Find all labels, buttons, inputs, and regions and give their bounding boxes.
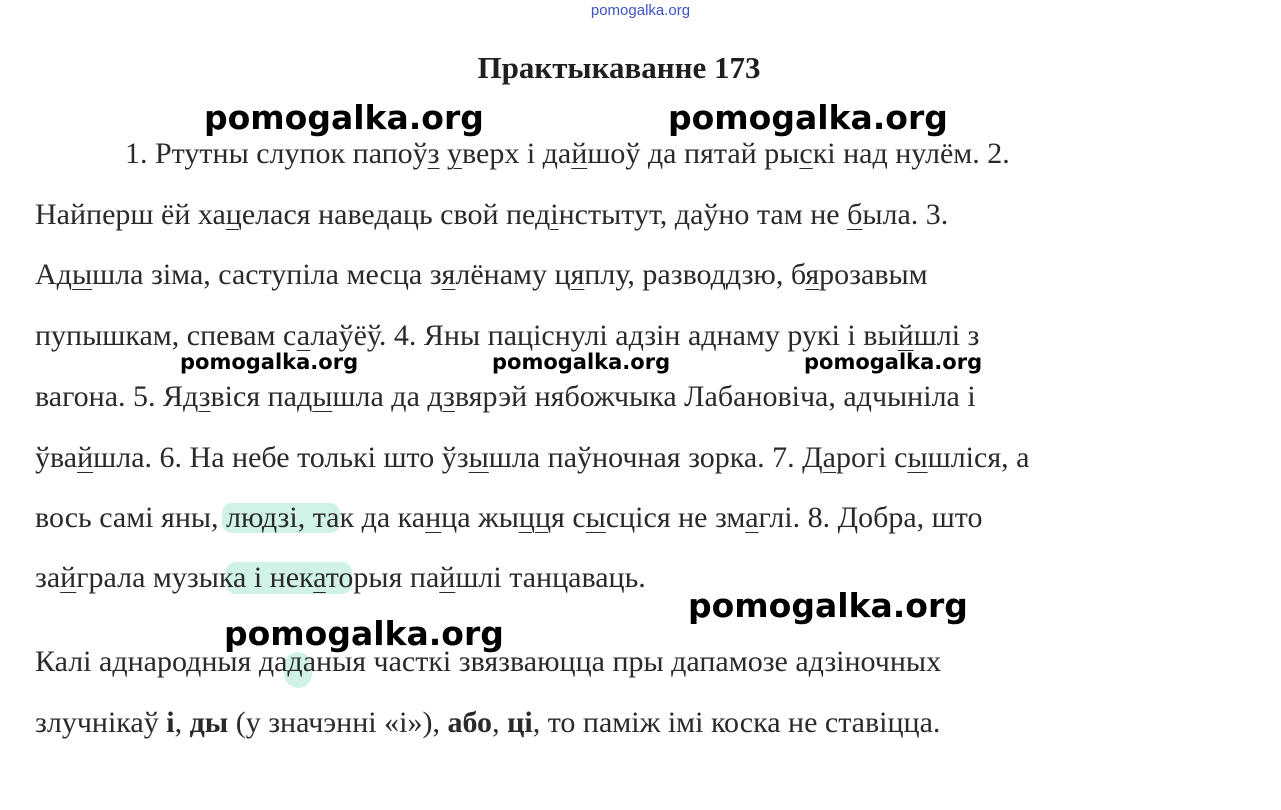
text-run: вярэй нябожчыка Лабановіча, а: [454, 380, 857, 413]
rule-line: [35, 644, 941, 680]
text-run: верх і да: [462, 137, 572, 170]
underlined-letter: й: [60, 561, 77, 594]
text-run: Ад: [35, 258, 72, 291]
underlined-letter: б: [847, 198, 863, 231]
text-run: плу, разво: [584, 258, 711, 291]
underlined-letter: д: [856, 380, 872, 413]
watermark: pomogalka.org: [224, 614, 504, 653]
text-run: шлі з: [913, 319, 980, 352]
text-run: Калі аднародныя даданыя часткі звязваюцца пры дапамозе адзіночных: [35, 645, 942, 678]
exercise-line: [35, 440, 1029, 476]
watermark: pomogalka.org: [668, 98, 948, 137]
text-run: лаўёў. 4. Яны пацiснулi адзін аднаму рукi і вы: [310, 319, 898, 352]
underlined-letter: а: [745, 501, 759, 534]
rule-line: [35, 705, 940, 741]
text-run: пупышкам, спевам с: [35, 319, 297, 352]
text-run: нстытут, даўно там не: [558, 198, 848, 231]
text-run: віся пад: [210, 380, 313, 413]
text-run: шла паўночная зорка. 7. Д: [488, 441, 823, 474]
exercise-line: [35, 197, 948, 233]
underlined-letter: а: [822, 441, 836, 474]
text-run: за: [35, 561, 61, 594]
text-run: шла да: [332, 380, 428, 413]
exercise-line: [35, 379, 976, 415]
exercise-line: [35, 257, 928, 293]
bold-conjunction: ды: [189, 706, 229, 739]
underlined-letter: й: [439, 561, 456, 594]
underlined-letter: з: [427, 137, 440, 170]
text-run: шла. 6. На небе толькі што ўз: [93, 441, 469, 474]
text-run: зю, б: [741, 258, 806, 291]
exercise-line: [35, 560, 646, 596]
underlined-letter: й: [77, 441, 94, 474]
underlined-letter: у: [447, 137, 463, 170]
text-run: [440, 137, 448, 170]
watermark: pomogalka.org: [492, 350, 671, 374]
text-run: рогі с: [835, 441, 908, 474]
exercise-line: [35, 500, 983, 536]
text-run: вось самі яны, людзі, так да ка: [35, 501, 426, 534]
text-run: чыніла і: [871, 380, 976, 413]
underlined-letter: ы: [71, 258, 93, 291]
underlined-letter: ы: [468, 441, 489, 474]
text-run: вагона. 5. Я: [35, 380, 184, 413]
text-run: ,: [174, 706, 190, 739]
underlined-letter: а: [313, 561, 326, 594]
text-run: ца жы: [441, 501, 519, 534]
underlined-letter: й: [897, 319, 914, 352]
text-run: лёнаму ц: [455, 258, 571, 291]
page-title: Практыкаванне 173: [477, 50, 761, 85]
watermark: pomogalka.org: [180, 350, 359, 374]
underlined-letter: ы: [585, 501, 606, 534]
site-link[interactable]: pomogalka.org: [590, 2, 691, 19]
bold-conjunction: або: [447, 706, 493, 739]
text-run: глі. 8. Добра, што: [758, 501, 983, 534]
underlined-letter: дз: [427, 380, 455, 413]
watermark: pomogalka.org: [688, 586, 968, 625]
text-run: шла зіма, саступіла месца з: [92, 258, 442, 291]
underlined-letter: я: [441, 258, 456, 291]
underlined-letter: ц: [225, 198, 242, 231]
underlined-letter: ы: [907, 441, 928, 474]
watermark: pomogalka.org: [804, 350, 983, 374]
bold-conjunction: і: [166, 706, 175, 739]
text-run: , то паміж імі коска не ставіцца.: [532, 706, 941, 739]
text-run: елася наведаць свой пед: [241, 198, 551, 231]
underlined-letter: я: [805, 258, 820, 291]
text-run: шоў да пятай ры: [587, 137, 800, 170]
text-run: розавым: [819, 258, 928, 291]
exercise-line: [125, 136, 1010, 172]
underlined-letter: я: [570, 258, 585, 291]
underlined-letter: і: [550, 198, 559, 231]
text-run: шлі танцаваць.: [455, 561, 646, 594]
text-run: ыла. 3.: [862, 198, 949, 231]
underlined-letter: й: [571, 137, 588, 170]
exercise-line: [35, 318, 979, 354]
text-run: шліся, а: [927, 441, 1030, 474]
underlined-letter: дд: [710, 258, 742, 291]
text-run: (у значэнні «і»),: [228, 706, 448, 739]
underlined-letter: дз: [183, 380, 211, 413]
text-run: 1. Ртутны слупок папоў: [125, 137, 428, 170]
text-run: злучнікаў: [35, 706, 167, 739]
underlined-letter: а: [296, 319, 311, 352]
bold-conjunction: ці: [507, 706, 533, 739]
underlined-letter: н: [425, 501, 442, 534]
text-run: сціся не зм: [605, 501, 746, 534]
watermark: pomogalka.org: [204, 98, 484, 137]
text-run: кі над нулём. 2.: [812, 137, 1010, 170]
underlined-letter: с: [799, 137, 813, 170]
text-run: ,: [492, 706, 508, 739]
text-run: грала музыка і нек: [76, 561, 314, 594]
underlined-letter: цц: [518, 501, 552, 534]
underlined-letter: ы: [312, 380, 333, 413]
text-run: Найперш ёй ха: [35, 198, 226, 231]
text-run: я с: [551, 501, 586, 534]
text-run: ўва: [35, 441, 78, 474]
text-run: торыя па: [325, 561, 440, 594]
